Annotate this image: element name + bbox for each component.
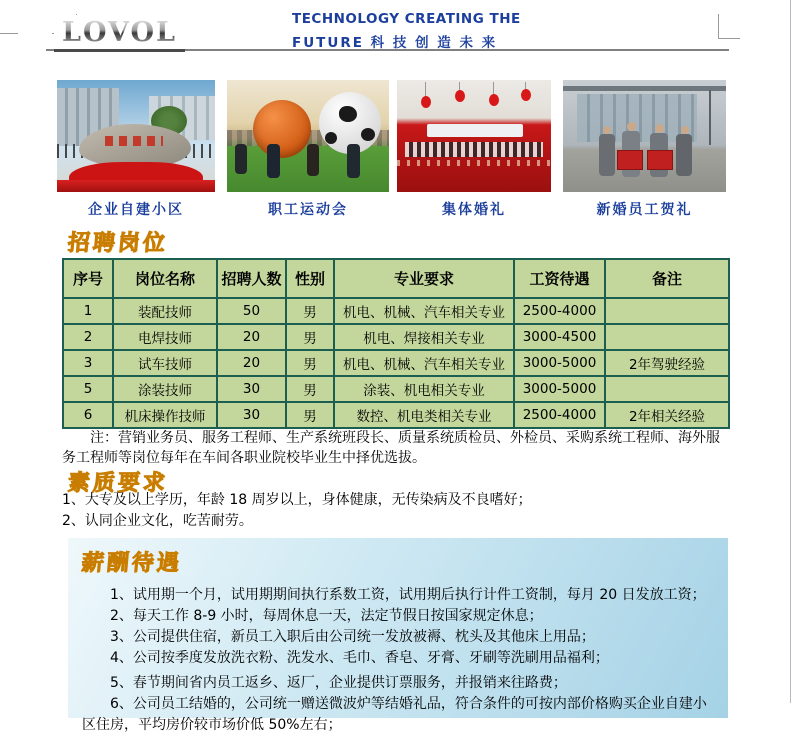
salary-item: 1、试用期一个月，试用期期间执行系数工资，试用期后执行计件工资制，每月 20 日发放工资； bbox=[110, 587, 706, 603]
photo-art bbox=[405, 142, 543, 157]
table-cell: 男 bbox=[286, 324, 334, 350]
table-cell: 男 bbox=[286, 350, 334, 376]
table-row bbox=[63, 402, 729, 428]
table-cell: 男 bbox=[286, 376, 334, 402]
table-cell: 2500-4000 bbox=[514, 402, 605, 428]
company-logo bbox=[54, 15, 185, 52]
salary-section-title: 薪酬待遇 bbox=[80, 551, 183, 576]
table-cell: 2500-4000 bbox=[514, 298, 605, 324]
slogan-line-1: TECHNOLOGY CREATING THE bbox=[292, 11, 521, 27]
table-cell: 装配技师 bbox=[113, 298, 217, 324]
photo-art bbox=[599, 134, 615, 176]
table-cell: 1 bbox=[63, 298, 113, 324]
table-cell: 30 bbox=[217, 376, 286, 402]
photo-caption: 新婚员工贺礼 bbox=[596, 202, 693, 218]
table-cell: 3000-5000 bbox=[514, 376, 605, 402]
photo-art bbox=[647, 150, 673, 170]
table-cell: 机电、机械、汽车相关专业 bbox=[334, 350, 514, 376]
company-slogan bbox=[292, 11, 521, 51]
photo-art bbox=[347, 144, 360, 178]
table-cell: 5 bbox=[63, 376, 113, 402]
table-header-row bbox=[63, 259, 729, 298]
salary-item: 6、公司员工结婚的，公司统一赠送微波炉等结婚礼品，符合条件的可按内部价格购买企业自建小区住房，平均房价较市场价低 50%左右； bbox=[82, 696, 707, 733]
table-header-cell: 备注 bbox=[605, 259, 729, 298]
table-header-cell: 工资待遇 bbox=[514, 259, 605, 298]
table-row bbox=[63, 324, 729, 350]
photo-art bbox=[397, 160, 551, 166]
photo-art bbox=[325, 132, 337, 144]
table-header-cell: 招聘人数 bbox=[217, 259, 286, 298]
table-cell: 2 bbox=[63, 324, 113, 350]
photo-art bbox=[676, 134, 692, 176]
photo-art bbox=[235, 144, 247, 174]
table-cell: 数控、机电类相关专业 bbox=[334, 402, 514, 428]
photo-art bbox=[655, 124, 664, 133]
crop-mark-top-right-vertical bbox=[718, 14, 719, 38]
photo-art bbox=[627, 122, 636, 131]
table-header-cell: 专业要求 bbox=[334, 259, 514, 298]
salary-item: 4、公司按季度发放洗衣粉、洗发水、毛巾、香皂、牙膏、牙刷等洗刷用品福利； bbox=[110, 650, 609, 666]
crop-mark-top-right-horizontal bbox=[718, 38, 740, 39]
table-cell: 2年驾驶经验 bbox=[605, 350, 729, 376]
table-cell: 试车技师 bbox=[113, 350, 217, 376]
crop-mark-left-edge bbox=[0, 33, 18, 34]
photo-art bbox=[421, 96, 431, 108]
table-cell bbox=[605, 298, 729, 324]
photo-art bbox=[709, 90, 711, 145]
slogan-line-2: FUTURE 科 技 创 造 未 来 bbox=[292, 35, 498, 51]
recruit-table bbox=[62, 258, 730, 429]
table-cell: 3000-4500 bbox=[514, 324, 605, 350]
photo-art bbox=[603, 126, 611, 134]
recruit-note: 注：营销业务员、服务工程师、生产系统班段长、质量系统质检员、外检员、采购系统工程师、海外服务工程师等岗位每年在车间各职业院校毕业生中择优选拔。 bbox=[62, 430, 720, 466]
photo-caption: 职工运动会 bbox=[268, 202, 348, 218]
table-cell: 涂装技师 bbox=[113, 376, 217, 402]
recruit-section-title: 招聘岗位 bbox=[66, 231, 169, 256]
quality-item: 1、大专及以上学历，年龄 18 周岁以上，身体健康，无传染病及不良嗜好； bbox=[62, 492, 532, 508]
table-cell: 机床操作技师 bbox=[113, 402, 217, 428]
quality-section-title: 素质要求 bbox=[66, 471, 169, 496]
table-cell: 男 bbox=[286, 298, 334, 324]
table-cell: 30 bbox=[217, 402, 286, 428]
table-cell: 20 bbox=[217, 350, 286, 376]
photo-newlywed-gifts bbox=[563, 80, 726, 192]
quality-items bbox=[62, 490, 728, 532]
salary-item: 5、春节期间省内员工返乡、返厂，企业提供订票服务，并报销来往路费； bbox=[110, 675, 567, 691]
table-row bbox=[63, 350, 729, 376]
table-cell: 3 bbox=[63, 350, 113, 376]
photo-art bbox=[521, 89, 531, 101]
photo-art bbox=[57, 180, 215, 192]
photo-art bbox=[339, 106, 357, 122]
photo-art bbox=[563, 86, 726, 91]
photo-art bbox=[681, 126, 689, 134]
table-row bbox=[63, 376, 729, 402]
company-logo-text: LOVOL bbox=[62, 17, 178, 48]
table-header-cell: 性别 bbox=[286, 259, 334, 298]
photo-sports-meeting bbox=[227, 80, 389, 192]
salary-item: 2、每天工作 8-9 小时，每周休息一天，法定节假日按国家规定休息； bbox=[110, 608, 543, 624]
photo-art bbox=[427, 124, 523, 137]
photo-art bbox=[489, 94, 499, 106]
table-cell: 2年相关经验 bbox=[605, 402, 729, 428]
salary-items bbox=[82, 585, 714, 736]
table-cell: 20 bbox=[217, 324, 286, 350]
table-cell: 机电、焊接相关专业 bbox=[334, 324, 514, 350]
table-cell: 电焊技师 bbox=[113, 324, 217, 350]
table-cell: 50 bbox=[217, 298, 286, 324]
photo-art bbox=[307, 144, 319, 176]
quality-item: 2、认同企业文化，吃苦耐劳。 bbox=[62, 513, 253, 529]
table-cell: 6 bbox=[63, 402, 113, 428]
table-cell: 涂装、机电相关专业 bbox=[334, 376, 514, 402]
page-edge-line bbox=[790, 0, 791, 703]
table-cell: 机电、机械、汽车相关专业 bbox=[334, 298, 514, 324]
table-cell bbox=[605, 324, 729, 350]
photo-art bbox=[455, 90, 465, 102]
photo-residential-area bbox=[57, 80, 215, 192]
table-cell bbox=[605, 376, 729, 402]
photo-group-wedding bbox=[397, 80, 551, 192]
photo-caption: 企业自建小区 bbox=[88, 202, 184, 218]
table-header-cell: 序号 bbox=[63, 259, 113, 298]
salary-box bbox=[68, 538, 728, 733]
photo-art bbox=[105, 136, 163, 146]
table-cell: 3000-5000 bbox=[514, 350, 605, 376]
table-cell: 男 bbox=[286, 402, 334, 428]
table-row bbox=[63, 298, 729, 324]
photo-caption: 集体婚礼 bbox=[442, 202, 506, 218]
photo-art bbox=[361, 128, 375, 141]
salary-item: 3、公司提供住宿，新员工入职后由公司统一发放被褥、枕头及其他床上用品； bbox=[110, 629, 595, 645]
photo-art bbox=[253, 100, 311, 158]
photo-art bbox=[267, 144, 280, 178]
photo-art bbox=[617, 150, 643, 170]
table-header-cell: 岗位名称 bbox=[113, 259, 217, 298]
